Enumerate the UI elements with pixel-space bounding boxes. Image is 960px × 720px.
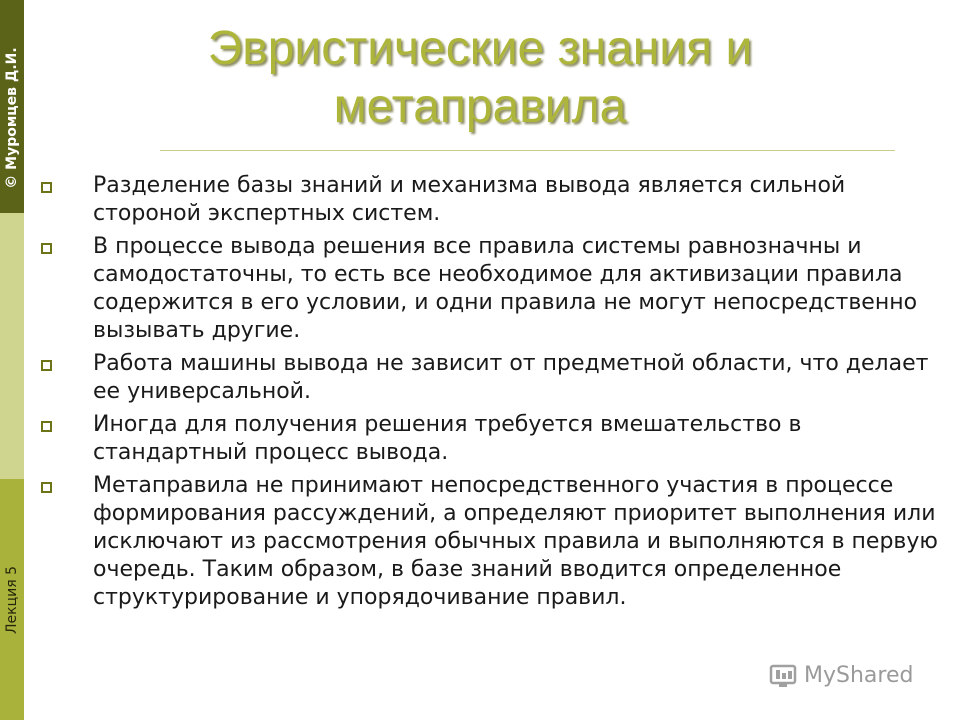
watermark-text: MyShared: [804, 662, 914, 688]
square-bullet-icon: [41, 182, 52, 193]
square-bullet-icon: [41, 360, 52, 371]
square-bullet-icon: [41, 482, 52, 493]
title-line-1: Эвристические знания и: [207, 22, 753, 75]
copyright-label: © Муромцев Д.И.: [4, 47, 20, 189]
myshared-watermark: [768, 658, 913, 692]
bullet-item: [36, 233, 941, 345]
square-bullet-icon: [41, 243, 52, 254]
bullet-item: [36, 472, 941, 612]
myshared-logo-icon: [768, 660, 798, 690]
slide-title: [150, 20, 810, 136]
square-bullet-icon: [41, 421, 52, 432]
lecture-label: Лекция 5: [4, 565, 20, 635]
bullet-text: Разделение базы знаний и механизма вывода является сильной стороной экспертных систем.: [93, 173, 846, 226]
bullet-list: [36, 172, 941, 617]
bullet-text: В процессе вывода решения все правила системы равнозначны и самодостаточны, то есть все необходимое для активизации правила содержится в его условии, и одни правила не могут непосредственно вызывать другие.: [93, 234, 918, 343]
sidebar-middle-band: [0, 213, 24, 479]
sidebar: [0, 0, 24, 720]
bullet-item: [36, 350, 941, 406]
bullet-item: [36, 172, 941, 228]
title-divider: [160, 150, 895, 151]
bullet-item: [36, 411, 941, 467]
bullet-text: Работа машины вывода не зависит от предметной области, что делает ее универсальной.: [93, 351, 929, 404]
bullet-text: Метаправила не принимают непосредственного участия в процессе формирования рассуждений, а определяют приоритет выполнения или исключают из рассмотрения обычных правила и выполняются в первую очередь. Таким образом, в базе знаний вводится определенное структурирование и упорядочивание правил.: [93, 473, 938, 610]
title-line-2: метаправила: [333, 80, 627, 133]
bullet-text: Иногда для получения решения требуется вмешательство в стандартный процесс вывода.: [93, 412, 802, 465]
